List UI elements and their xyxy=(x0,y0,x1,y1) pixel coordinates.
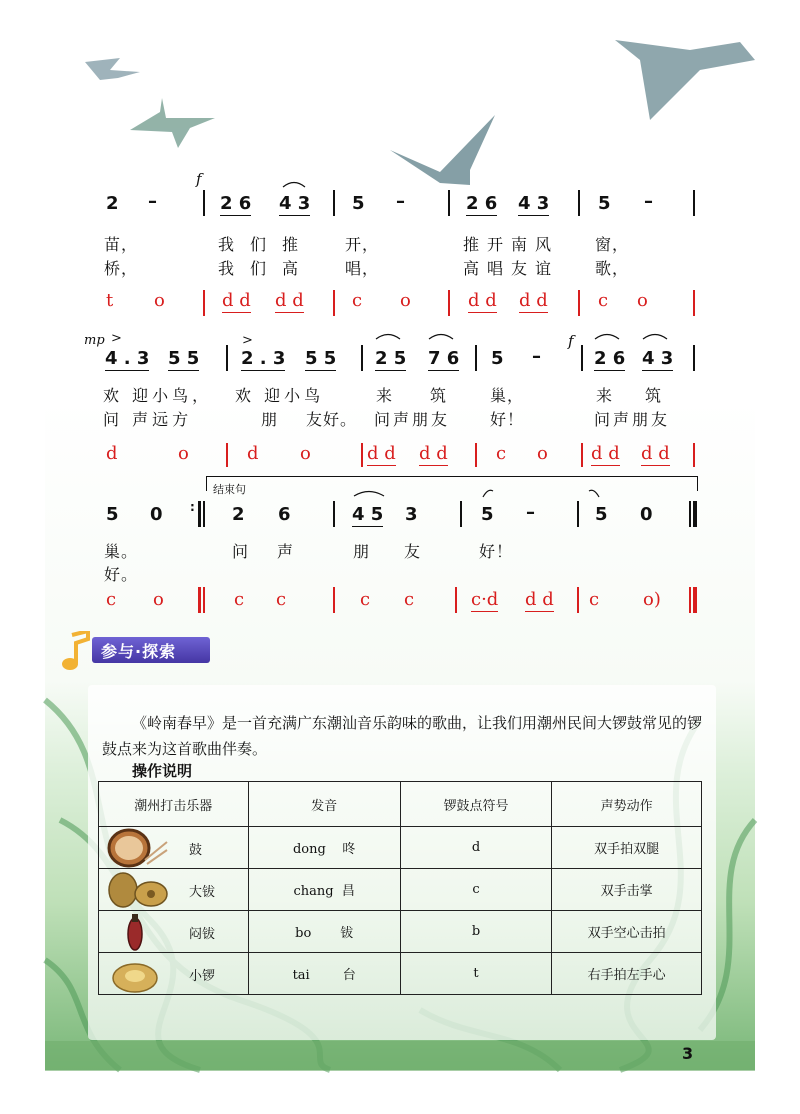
lyric: 朋 xyxy=(261,410,279,429)
sound-char: 钹 xyxy=(340,926,354,941)
lyric: 问 xyxy=(232,542,250,561)
repeat-barline xyxy=(198,587,201,613)
drum-icon xyxy=(105,828,169,868)
slur xyxy=(374,330,402,340)
note: – xyxy=(148,191,157,212)
music-note-icon xyxy=(60,631,94,673)
lyric: 巢。 xyxy=(104,542,139,561)
barline xyxy=(226,345,228,371)
barline xyxy=(581,345,583,371)
table-row xyxy=(99,911,702,953)
perc-group: d d xyxy=(419,443,448,464)
table-header: 声势动作 xyxy=(552,782,702,827)
lyric: 好！ xyxy=(490,410,525,429)
barline xyxy=(693,443,695,467)
perc-symbol: o xyxy=(400,290,411,311)
note-group: 2 5 xyxy=(375,348,407,369)
sound-pinyin: tai xyxy=(292,968,310,983)
final-barline xyxy=(689,501,691,527)
muted-cymbal-icon xyxy=(105,912,169,952)
perc-symbol: c xyxy=(352,290,363,311)
note-group: 4 . 3 xyxy=(105,348,150,369)
barline xyxy=(333,190,335,216)
instrument-name: 鼓 xyxy=(189,843,203,858)
note: 5 xyxy=(491,348,504,369)
lyric: 来 xyxy=(596,386,614,405)
subheading: 操作说明 xyxy=(132,762,193,780)
lyric: 筑 xyxy=(645,386,663,405)
lyric: 欢 迎小鸟 xyxy=(235,386,325,405)
instrument-cell xyxy=(99,953,249,995)
slur xyxy=(281,178,307,188)
perc-group: d d xyxy=(222,290,251,311)
instrument-cell xyxy=(99,911,249,953)
note-group: 5 5 xyxy=(168,348,200,369)
barline xyxy=(577,587,579,613)
note: – xyxy=(644,191,653,212)
table-header: 发音 xyxy=(248,782,400,827)
perc-group: d d xyxy=(641,443,670,464)
table-row xyxy=(99,827,702,869)
lyric: 苗， xyxy=(104,235,139,254)
symbol-cell: d xyxy=(400,827,552,869)
lyric: 我们推 xyxy=(218,235,315,254)
perc-group: d d xyxy=(591,443,620,464)
barline xyxy=(455,587,457,613)
table-header: 锣鼓点符号 xyxy=(400,782,552,827)
note: 5 xyxy=(106,504,119,525)
table-row xyxy=(99,953,702,995)
barline xyxy=(693,345,695,371)
symbol-cell: c xyxy=(400,869,552,911)
sound-pinyin: chang xyxy=(293,884,334,899)
perc-symbol: d xyxy=(106,443,118,464)
note-group: 2 . 3 xyxy=(241,348,286,369)
barline xyxy=(333,587,335,613)
perc-group: d d xyxy=(275,290,304,311)
perc-symbol: o xyxy=(153,589,164,610)
note: 5 xyxy=(595,504,608,525)
page-number: 3 xyxy=(682,1044,694,1063)
tie xyxy=(587,488,601,498)
table-header: 潮州打击乐器 xyxy=(99,782,249,827)
slur xyxy=(427,330,455,340)
lyric: 歌， xyxy=(595,259,630,278)
perc-symbol: o xyxy=(537,443,548,464)
lyric: 问声朋友 xyxy=(374,410,451,429)
lyric: 来 xyxy=(376,386,394,405)
sound-cell xyxy=(248,827,400,869)
barline xyxy=(361,443,363,467)
instrument-cell xyxy=(99,827,249,869)
slur xyxy=(641,330,669,340)
action-cell: 双手拍双腿 xyxy=(552,827,702,869)
note-group: 4 3 xyxy=(518,193,550,214)
slur xyxy=(352,487,386,497)
note: 0 xyxy=(640,504,653,525)
lyric: 高唱友谊 xyxy=(463,259,560,278)
note-group: 7 6 xyxy=(428,348,460,369)
dynamic-forte: f xyxy=(196,170,202,188)
note-group: 2 6 xyxy=(220,193,252,214)
lyric: 友 xyxy=(404,542,422,561)
note: – xyxy=(396,191,405,212)
barline xyxy=(578,290,580,316)
perc-group: d d xyxy=(525,589,554,610)
perc-symbol: c xyxy=(496,443,507,464)
note: – xyxy=(532,346,541,367)
lyric: 问声朋友 xyxy=(594,410,671,429)
final-barline xyxy=(689,587,691,613)
barline xyxy=(581,443,583,467)
operation-table xyxy=(98,781,702,995)
barline xyxy=(203,190,205,216)
small-gong-icon xyxy=(105,954,169,994)
lyric: 开， xyxy=(345,235,380,254)
lyric: 好！ xyxy=(479,542,514,561)
barline xyxy=(475,443,477,467)
note-group: 2 6 xyxy=(466,193,498,214)
lyric: 声 xyxy=(277,542,295,561)
sound-char: 台 xyxy=(342,968,356,983)
sound-pinyin: bo xyxy=(295,926,312,941)
slur xyxy=(593,330,621,340)
note: 3 xyxy=(405,504,418,525)
lyric: 友好。 xyxy=(306,410,358,429)
barline xyxy=(361,345,363,371)
barline xyxy=(448,290,450,316)
lyric: 好。 xyxy=(104,565,139,584)
dynamic-forte: f xyxy=(568,332,574,350)
lyric: 问 声远方 xyxy=(103,410,193,429)
lyric: 唱， xyxy=(345,259,380,278)
lyric: 窗， xyxy=(595,235,630,254)
final-barline xyxy=(693,587,697,613)
perc-symbol: o) xyxy=(643,589,661,610)
accent: > xyxy=(242,333,253,348)
note: 2 xyxy=(232,504,245,525)
lyric: 欢 迎小鸟， xyxy=(103,386,213,405)
action-cell: 双手空心击拍 xyxy=(552,911,702,953)
barline xyxy=(333,290,335,316)
lyric: 筑 xyxy=(430,386,448,405)
ending-bracket xyxy=(206,476,698,491)
perc-symbol: t xyxy=(106,290,114,311)
sound-cell xyxy=(248,953,400,995)
instrument-cell xyxy=(99,869,249,911)
symbol-cell: t xyxy=(400,953,552,995)
instrument-name: 小锣 xyxy=(189,969,216,984)
intro-paragraph: 《岭南春早》是一首充满广东潮汕音乐韵味的歌曲，让我们用潮州民间大锣鼓常见的锣鼓点来为这首歌曲伴奏。 xyxy=(102,714,703,758)
perc-symbol: d xyxy=(247,443,259,464)
perc-symbol: o xyxy=(637,290,648,311)
lyric: 我们高 xyxy=(218,259,315,278)
repeat-barline xyxy=(198,501,201,527)
perc-symbol: c xyxy=(234,589,245,610)
instrument-name: 大钹 xyxy=(189,885,216,900)
perc-symbol: o xyxy=(178,443,189,464)
barline xyxy=(226,443,228,467)
final-barline xyxy=(693,501,697,527)
perc-group: d d xyxy=(367,443,396,464)
ending-label: 结束句 xyxy=(213,483,246,496)
perc-group: d d xyxy=(519,290,548,311)
perc-symbol: c xyxy=(106,589,117,610)
sound-char: 昌 xyxy=(341,884,355,899)
note: 6 xyxy=(278,504,291,525)
lyric: 推开南风 xyxy=(463,235,560,254)
perc-group: c·d xyxy=(471,589,499,610)
sound-pinyin: dong xyxy=(292,842,326,857)
note-group: 4 5 xyxy=(352,504,384,525)
lyric: 朋 xyxy=(353,542,371,561)
note-group: 4 3 xyxy=(642,348,674,369)
note: 0 xyxy=(150,504,163,525)
table-row xyxy=(99,869,702,911)
instrument-name: 闷钹 xyxy=(189,927,216,942)
barline xyxy=(448,190,450,216)
barline xyxy=(460,501,462,527)
perc-symbol: c xyxy=(598,290,609,311)
barline xyxy=(578,190,580,216)
symbol-cell: b xyxy=(400,911,552,953)
table-header-row xyxy=(99,782,702,827)
cymbals-icon xyxy=(105,870,169,910)
lyric: 桥， xyxy=(104,259,139,278)
repeat-barline xyxy=(203,501,205,527)
barline xyxy=(203,290,205,316)
note: 5 xyxy=(352,193,365,214)
barline xyxy=(693,290,695,316)
perc-symbol: c xyxy=(589,589,600,610)
note: – xyxy=(526,502,535,523)
barline xyxy=(333,501,335,527)
tie xyxy=(481,488,495,498)
barline xyxy=(475,345,477,371)
note: 2 xyxy=(106,193,119,214)
note-group: 4 3 xyxy=(279,193,311,214)
accent: > xyxy=(111,331,122,346)
lyric: 巢， xyxy=(490,386,525,405)
sound-cell xyxy=(248,911,400,953)
perc-symbol: c xyxy=(404,589,415,610)
barline xyxy=(693,190,695,216)
dynamic-mp: mp xyxy=(84,333,105,348)
action-cell: 右手拍左手心 xyxy=(552,953,702,995)
perc-symbol: c xyxy=(360,589,371,610)
section-title: 参与·探索 xyxy=(101,642,177,661)
note-group: 2 6 xyxy=(594,348,626,369)
perc-symbol: o xyxy=(154,290,165,311)
barline xyxy=(577,501,579,527)
perc-symbol: o xyxy=(300,443,311,464)
repeat-barline xyxy=(203,587,205,613)
perc-group: d d xyxy=(468,290,497,311)
action-cell: 双手击掌 xyxy=(552,869,702,911)
note: 5 xyxy=(481,504,494,525)
note: 5 xyxy=(598,193,611,214)
sound-cell xyxy=(248,869,400,911)
note-group: 5 5 xyxy=(305,348,337,369)
repeat-dots: : xyxy=(190,500,195,514)
perc-symbol: c xyxy=(276,589,287,610)
sound-char: 咚 xyxy=(342,842,356,857)
